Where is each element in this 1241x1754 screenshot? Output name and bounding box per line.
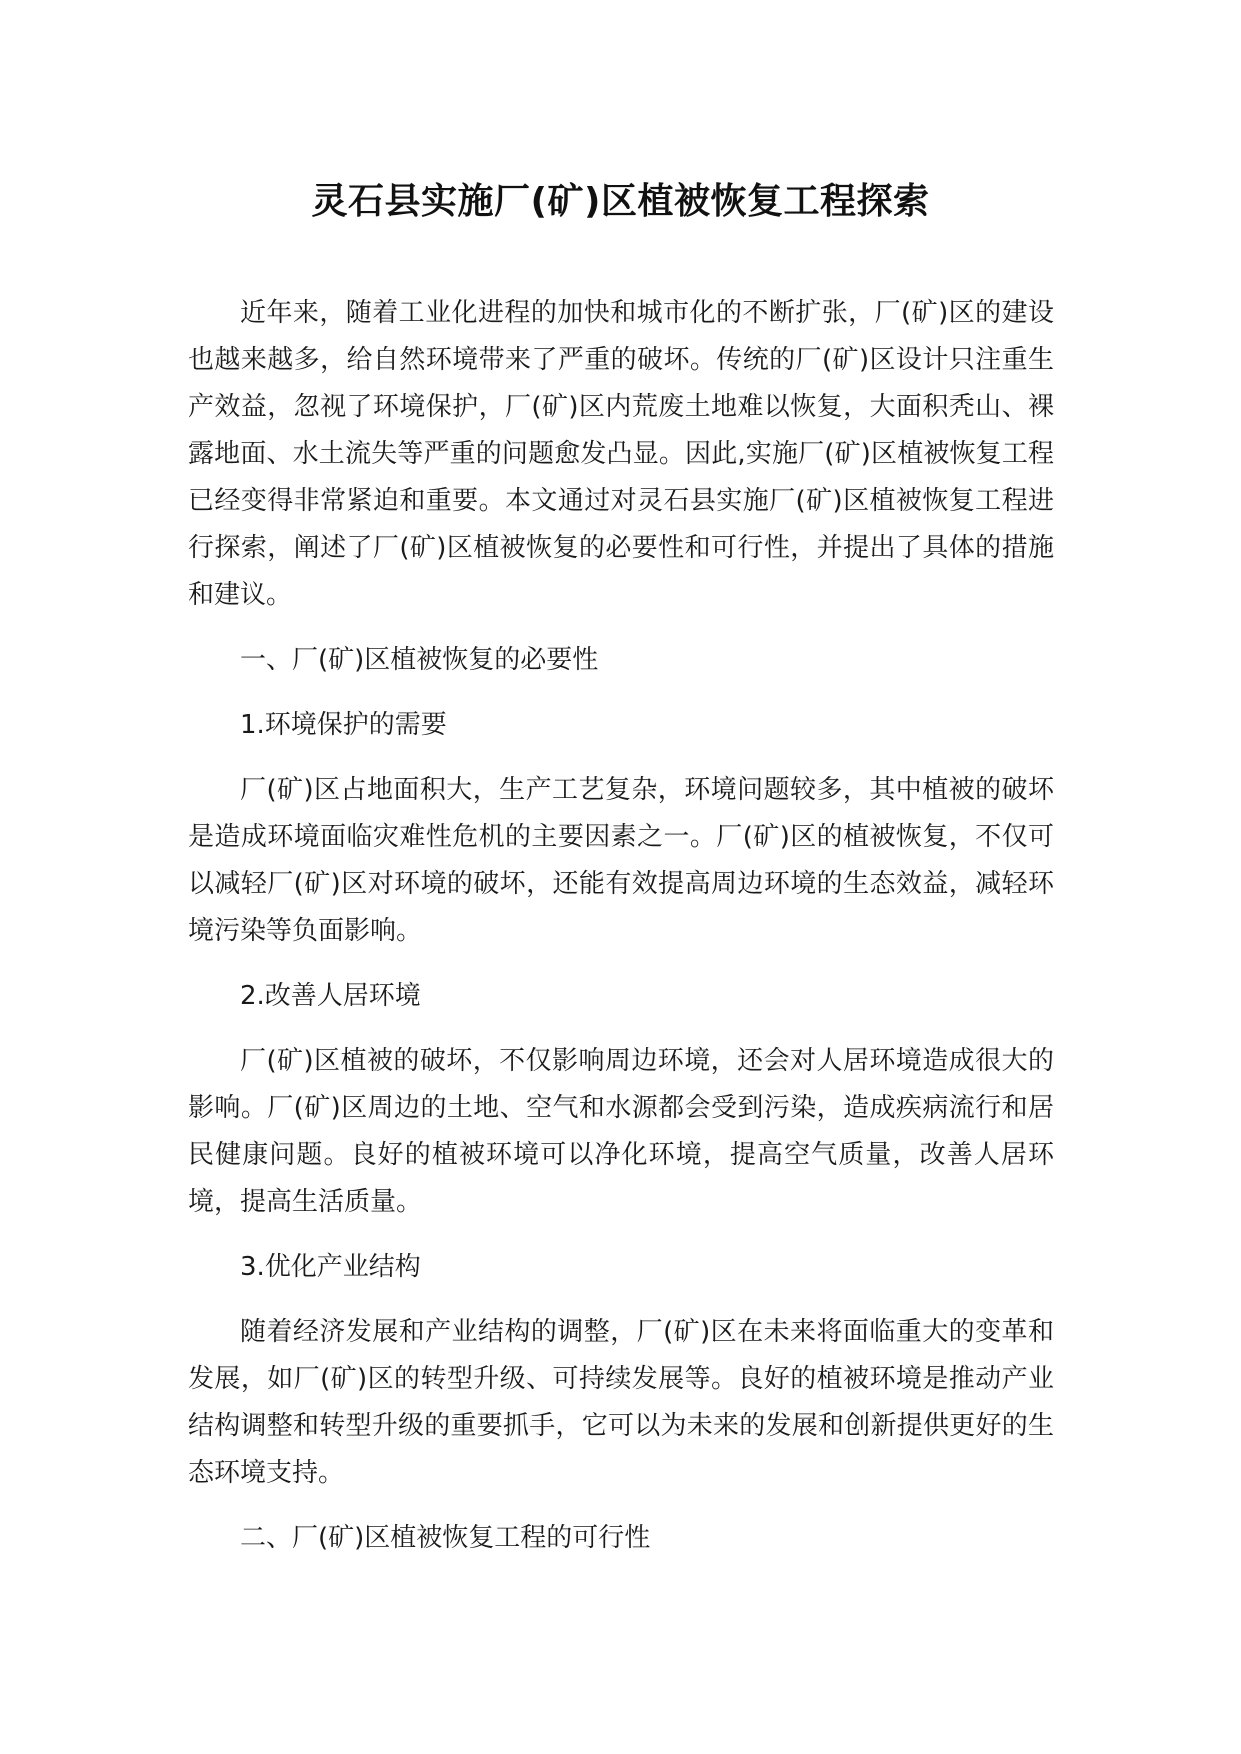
subsection-2-heading: 2.改善人居环境 [240,981,421,1011]
section-1-heading: 一、厂(矿)区植被恢复的必要性 [240,645,599,675]
subsection-3-paragraph: 随着经济发展和产业结构的调整，厂(矿)区在未来将面临重大的变革和发展，如厂(矿)区的转型升级、可持续发展等。良好的植被环境是推动产业结构调整和转型升级的重要抓手，它可以为未来的发展和创新提供更好的生态环境支持。 [188,1317,1054,1488]
subsection-1-heading: 1.环境保护的需要 [240,710,447,740]
subsection-3-heading: 3.优化产业结构 [240,1252,421,1282]
section-2-heading: 二、厂(矿)区植被恢复工程的可行性 [240,1523,651,1553]
subsection-1-paragraph: 厂(矿)区占地面积大，生产工艺复杂，环境问题较多，其中植被的破坏是造成环境面临灾难性危机的主要因素之一。厂(矿)区的植被恢复，不仅可以减轻厂(矿)区对环境的破坏，还能有效提高周边环境的生态效益，减轻环境污染等负面影响。 [188,775,1054,946]
document-title: 灵石县实施厂(矿)区植被恢复工程探索 [311,181,930,222]
document-body [188,290,1054,1580]
intro-paragraph: 近年来，随着工业化进程的加快和城市化的不断扩张，厂(矿)区的建设也越来越多，给自然环境带来了严重的破坏。传统的厂(矿)区设计只注重生产效益，忽视了环境保护，厂(矿)区内荒废土地难以恢复，大面积秃山、裸露地面、水土流失等严重的问题愈发凸显。因此,实施厂(矿)区植被恢复工程已经变得非常紧迫和重要。本文通过对灵石县实施厂(矿)区植被恢复工程进行探索，阐述了厂(矿)区植被恢复的必要性和可行性，并提出了具体的措施和建议。 [188,298,1054,610]
subsection-2-paragraph: 厂(矿)区植被的破坏，不仅影响周边环境，还会对人居环境造成很大的影响。厂(矿)区周边的土地、空气和水源都会受到污染，造成疾病流行和居民健康问题。良好的植被环境可以净化环境，提高空气质量，改善人居环境，提高生活质量。 [188,1046,1054,1217]
